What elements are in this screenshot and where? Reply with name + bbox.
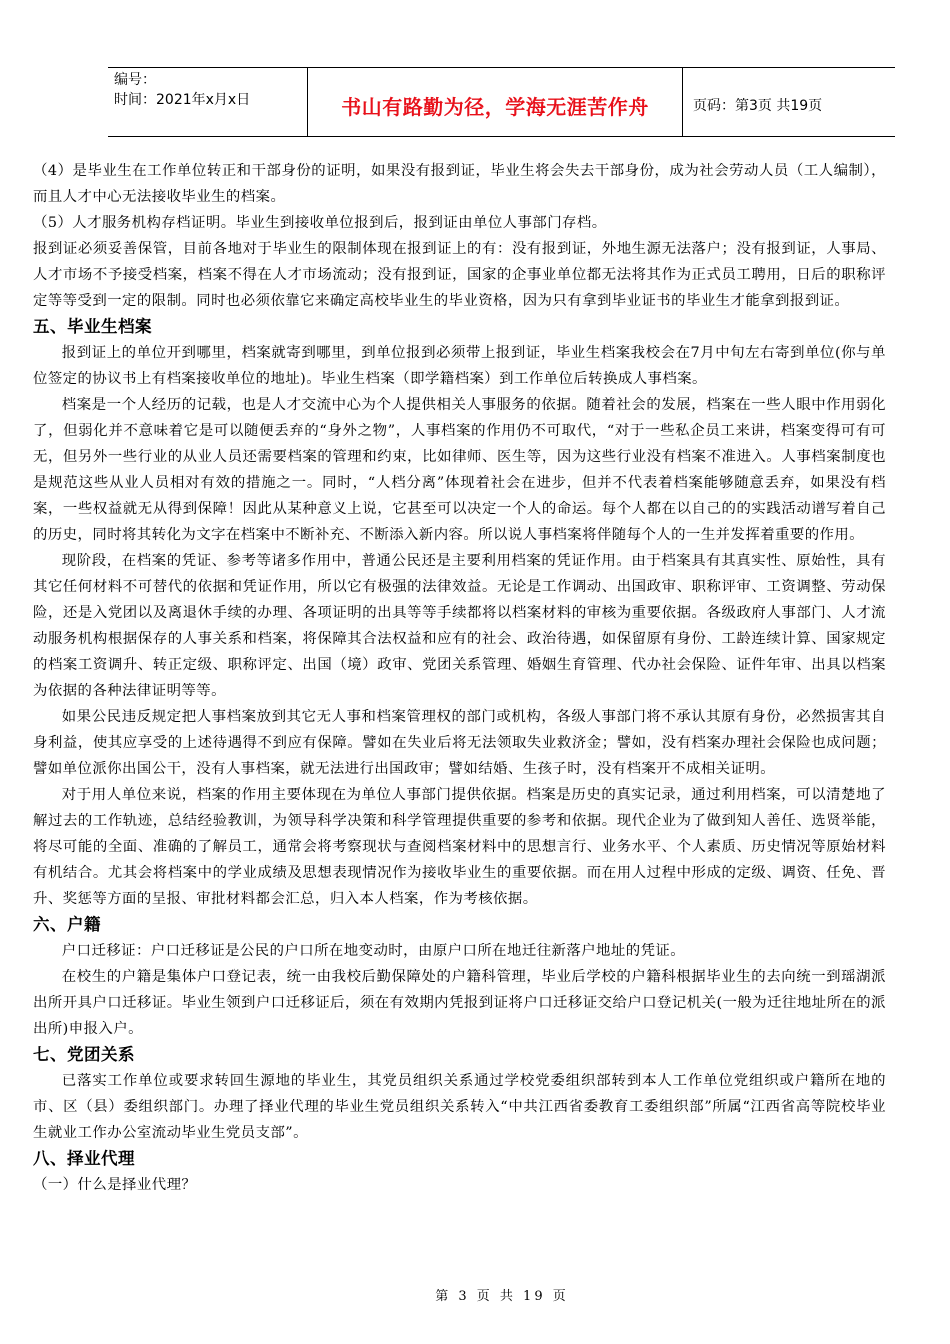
section-paragraph: 已落实工作单位或要求转回生源地的毕业生，其党员组织关系通过学校党委组织部转到本人工作单位党组织或户籍所在地的市、区（县）委组织部门。办理了择业代理的毕业生党员组织关系转入“中共江西省委教育工委组织部”所属“江西省高等院校毕业生就业工作办公室流动毕业生党员支部”。 [33,1073,886,1141]
section-paragraph: 在校生的户籍是集体户口登记表，统一由我校后勤保障处的户籍科管理，毕业后学校的户籍科根据毕业生的去向统一到瑶湖派出所开具户口迁移证。毕业生领到户口迁移证后，须在有效期内凭报到证将户口迁移证交给户口登记机关(一般为迁往地址所在的派出所)申报入户。 [33,969,886,1037]
section-paragraph: 档案是一个人经历的记载，也是人才交流中心为个人提供相关人事服务的依据。随着社会的发展，档案在一些人眼中作用弱化了，但弱化并不意味着它是可以随便丢弃的“身外之物”，人事档案的作用仍不可取代，“对于一些私企员工来讲，档案变得可有可无，但另外一些行业的从业人员还需要档案的管理和约束，比如律师、医生等，因为这些行业没有档案不准进入。人事档案制度也是规范这些从业人员相对有效的措施之一。同时，“人档分离”体现着社会在进步，但并不代表着档案能够随意丢弃，如果没有档案，一些权益就无从得到保障！因此从某种意义上说，它甚至可以决定一个人的命运。每个人都在以自己的的实践活动谱写着自己的历史，同时将其转化为文字在档案中不断补充、不断添入新内容。所以说人事档案将伴随每个人的一生并发挥着重要的作用。 [33,397,886,543]
page-footer: 第 3 页 共 19 页 [435,1289,569,1304]
section-paragraph: 如果公民违反规定把人事档案放到其它无人事和档案管理权的部门或机构，各级人事部门将不承认其原有身份，必然损害其自身利益，使其应享受的上述待遇得不到应有保障。譬如在失业后将无法领取失业救济金；譬如，没有档案办理社会保险也成问题；譬如单位派你出国公干，没有人事档案，就无法进行出国政审；譬如结婚、生孩子时，没有档案开不成相关证明。 [33,709,886,777]
subsection-heading: （一）什么是择业代理？ [33,1177,197,1193]
document-body [33,158,886,1198]
header-meta-cell [108,68,308,136]
body-paragraph: 报到证必须妥善保管，目前各地对于毕业生的限制体现在报到证上的有：没有报到证，外地生源无法落户；没有报到证，人事局、人才市场不予接受档案，档案不得在人才市场流动；没有报到证，国家的企事业单位都无法将其作为正式员工聘用，日后的职称评定等等受到一定的限制。同时也必须依靠它来确定高校毕业生的毕业资格，因为只有拿到毕业证书的毕业生才能拿到报到证。 [33,241,886,309]
section-paragraph: 户口迁移证：户口迁移证是公民的户口所在地变动时，由原户口所在地迁往新落户地址的凭证。 [61,943,686,959]
section-paragraph: 对于用人单位来说，档案的作用主要体现在为单位人事部门提供依据。档案是历史的真实记录，通过利用档案，可以清楚地了解过去的工作轨迹，总结经验教训，为领导科学决策和科学管理提供重要的参考和依据。现代企业为了做到知人善任、选贤举能，将尽可能的全面、准确的了解员工，通常会将考察现状与查阅档案材料中的思想言行、业务水平、个人素质、历史情况等原始材料有机结合。尤其会将档案中的学业成绩及思想表现情况作为接收毕业生的重要依据。而在用人过程中形成的定级、调资、任免、晋升、奖惩等方面的呈报、审批材料都会汇总，归入本人档案，作为考核依据。 [33,787,886,907]
section-heading-career-agency: 八、择业代理 [33,1149,135,1168]
section-heading-party: 七、党团关系 [33,1045,135,1064]
header-motto: 书山有路勤为径，学海无涯苦作舟 [308,68,683,136]
section-heading-household: 六、户籍 [33,915,101,934]
body-paragraph: （4）是毕业生在工作单位转正和干部身份的证明，如果没有报到证，毕业生将会失去干部身份，成为社会劳动人员（工人编制），而且人才中心无法接收毕业生的档案。 [33,163,886,205]
header-page-number: 页码：第3页 共19页 [693,98,823,114]
section-paragraph: 报到证上的单位开到哪里，档案就寄到哪里，到单位报到必须带上报到证，毕业生档案我校会在7月中旬左右寄到单位(你与单位签定的协议书上有档案接收单位的地址)。毕业生档案（即学籍档案）到工作单位后转换成人事档案。 [33,345,886,387]
section-paragraph: 现阶段，在档案的凭证、参考等诸多作用中，普通公民还是主要利用档案的凭证作用。由于档案具有其真实性、原始性，具有其它任何材料不可替代的依据和凭证作用，所以它有极强的法律效益。无论是工作调动、出国政审、职称评审、工资调整、劳动保险，还是入党团以及离退休手续的办理、各项证明的出具等等手续都将以档案材料的审核为重要依据。各级政府人事部门、人才流动服务机构根据保存的人事关系和档案，将保障其合法权益和应有的社会、政治待遇，如保留原有身份、工龄连续计算、国家规定的档案工资调升、转正定级、职称评定、出国（境）政审、党团关系管理、婚姻生育管理、代办社会保险、证件年审、出具以档案为依据的各种法律证明等等。 [33,553,886,699]
body-paragraph: （5）人才服务机构存档证明。毕业生到接收单位报到后，报到证由单位人事部门存档。 [33,215,607,231]
document-number-label: 编号： [114,72,156,88]
section-heading-archives: 五、毕业生档案 [33,317,152,336]
document-time-label: 时间：2021年x月x日 [114,92,251,108]
page-header [108,67,895,137]
